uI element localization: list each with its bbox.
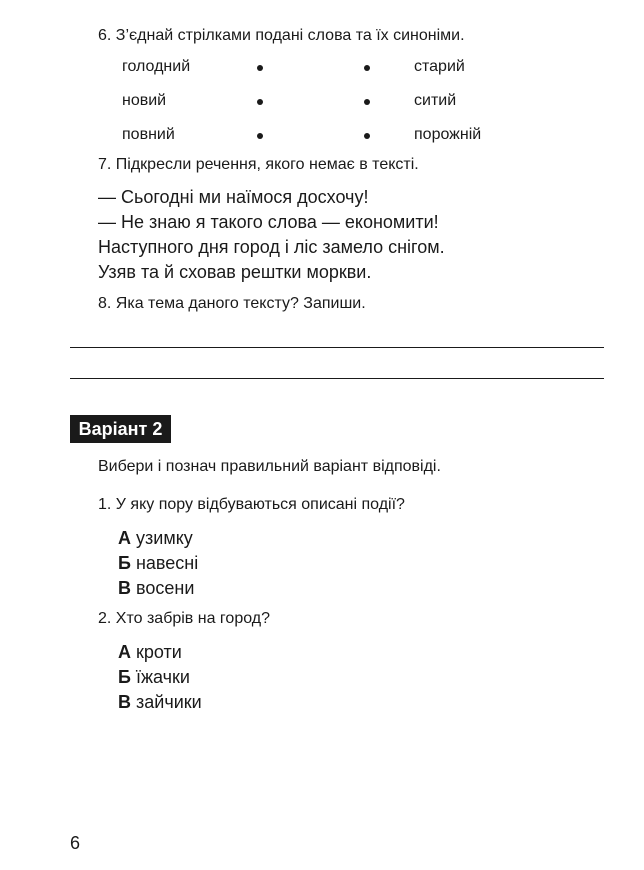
left-connect-dot[interactable] (257, 99, 263, 105)
left-word: новий (122, 92, 167, 109)
sentence[interactable]: — Сьогодні ми наїмося досхочу! (98, 187, 369, 207)
sentence[interactable]: — Не знаю я такого слова — економити! (98, 212, 439, 232)
right-connect-dot[interactable] (364, 99, 370, 105)
right-connect-dot[interactable] (364, 65, 370, 71)
option-text: зайчики (136, 692, 202, 712)
answer-option[interactable] (118, 528, 193, 549)
sentence[interactable]: Узяв та й сховав рештки моркви. (98, 262, 372, 282)
option-text: кроти (136, 642, 182, 662)
right-word: порожній (414, 126, 482, 143)
option-letter: В (118, 692, 131, 712)
answer-option[interactable] (118, 642, 182, 663)
right-word: ситий (414, 92, 457, 109)
variant-question-text: 2. Хто забрів на город? (98, 610, 270, 627)
answer-line[interactable] (70, 378, 604, 379)
answer-option[interactable] (118, 578, 194, 599)
option-text: восени (136, 578, 195, 598)
option-letter: А (118, 642, 131, 662)
option-letter: В (118, 578, 131, 598)
left-word: голодний (122, 58, 191, 75)
option-letter: Б (118, 553, 131, 573)
left-connect-dot[interactable] (257, 65, 263, 71)
answer-line[interactable] (70, 347, 604, 348)
answer-option[interactable] (118, 553, 198, 574)
option-letter: Б (118, 667, 131, 687)
option-letter: А (118, 528, 131, 548)
question-7-text: 7. Підкресли речення, якого немає в тексті. (98, 156, 419, 173)
answer-option[interactable] (118, 692, 202, 713)
sentence[interactable]: Наступного дня город і ліс замело снігом. (98, 237, 445, 257)
answer-option[interactable] (118, 667, 190, 688)
option-text: узимку (136, 528, 193, 548)
right-connect-dot[interactable] (364, 133, 370, 139)
option-text: їжачки (135, 667, 190, 687)
variant-title-badge: Варіант 2 (70, 415, 171, 443)
variant-question-text: 1. У яку пору відбуваються описані події? (98, 496, 405, 513)
left-connect-dot[interactable] (257, 133, 263, 139)
left-word: повний (122, 126, 175, 143)
right-word: старий (414, 58, 465, 75)
question-8-text: 8. Яка тема даного тексту? Запиши. (98, 295, 366, 312)
question-6-text: 6. З’єднай стрілками подані слова та їх синоніми. (98, 27, 465, 44)
option-text: навесні (135, 553, 199, 573)
variant-instruction: Вибери і познач правильний варіант відповіді. (98, 458, 441, 475)
page-number: 6 (70, 833, 81, 853)
